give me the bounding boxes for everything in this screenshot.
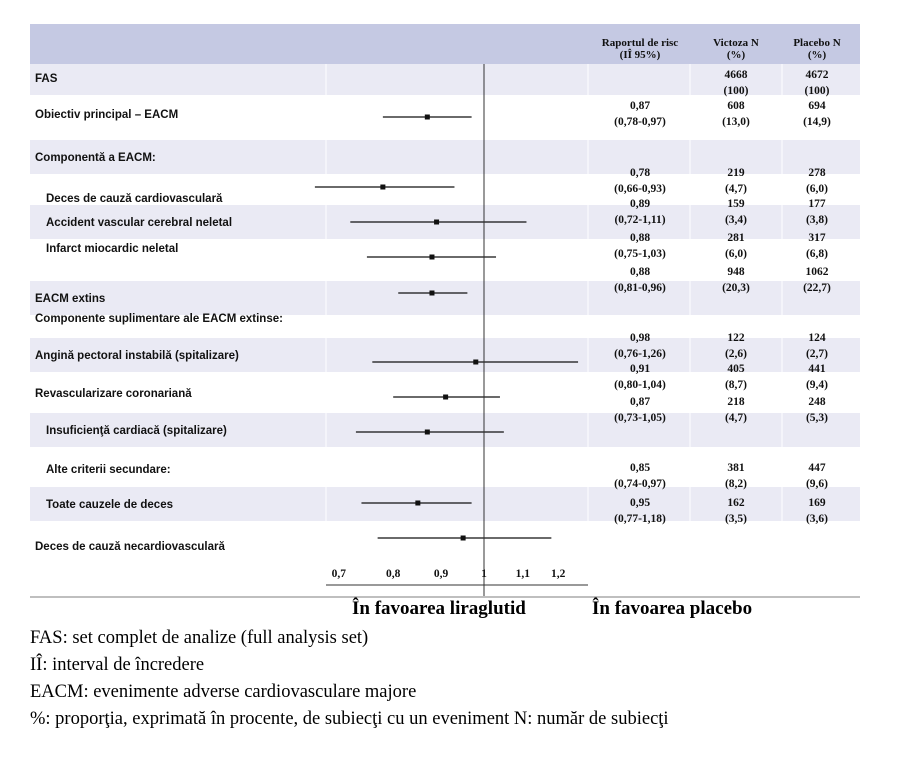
row-label: Deces de cauză necardiovasculară	[35, 541, 225, 553]
placebo-value: 4672	[805, 69, 829, 81]
point-estimate	[473, 360, 478, 365]
victoza-value: 608	[727, 100, 745, 112]
hazard-ratio-value: 0,95	[629, 497, 651, 509]
placebo-value: (6,0)	[805, 183, 829, 195]
placebo-value: (9,6)	[805, 478, 829, 490]
placebo-value: (5,3)	[805, 412, 829, 424]
victoza-value: (4,7)	[724, 183, 748, 195]
hazard-ratio-value: 0,88	[629, 266, 651, 278]
hazard-ratio-value: (0,74-0,97)	[614, 478, 666, 490]
footnote-percent: %: proporţia, exprimată în procente, de subiecţi cu un eveniment N: număr de subiecţi	[30, 709, 669, 729]
table-header	[30, 24, 860, 64]
footnote-eacm: EACM: evenimente adverse cardiovasculare majore	[30, 682, 417, 702]
victoza-value: 4668	[724, 69, 748, 81]
axis-label-left: În favoarea liraglutid	[352, 598, 526, 619]
placebo-value: 441	[808, 363, 826, 375]
hazard-ratio-value: 0,98	[629, 332, 651, 344]
placebo-value: (2,7)	[805, 348, 829, 360]
placebo-value: (9,4)	[805, 379, 829, 391]
hazard-ratio-value: (0,76-1,26)	[614, 348, 666, 360]
placebo-value: 317	[808, 232, 826, 244]
hazard-ratio-value: 0,89	[629, 198, 651, 210]
point-estimate	[425, 115, 430, 120]
victoza-value: 405	[727, 363, 745, 375]
row-label: Componentă a EACM:	[35, 152, 156, 164]
header-victoza: (%)	[726, 49, 746, 61]
row-label: Alte criterii secundare:	[46, 464, 171, 476]
point-estimate	[415, 501, 420, 506]
hazard-ratio-value: (0,78-0,97)	[614, 116, 666, 128]
hazard-ratio-value: (0,66-0,93)	[614, 183, 666, 195]
point-estimate	[443, 395, 448, 400]
hazard-ratio-value: 0,91	[629, 363, 651, 375]
footnote-ci: IÎ: interval de încredere	[30, 655, 205, 675]
placebo-value: (22,7)	[803, 282, 831, 294]
hazard-ratio-value: (0,73-1,05)	[614, 412, 666, 424]
placebo-value: 694	[808, 100, 826, 112]
hazard-ratio-value: (0,75-1,03)	[614, 248, 666, 260]
victoza-value: 159	[727, 198, 745, 210]
placebo-value: 124	[808, 332, 826, 344]
row-label: Toate cauzele de deces	[46, 499, 173, 511]
point-estimate	[380, 185, 385, 190]
victoza-value: (4,7)	[724, 412, 748, 424]
hazard-ratio-value: 0,85	[629, 462, 651, 474]
row-label: Angină pectoral instabilă (spitalizare)	[35, 350, 239, 362]
victoza-value: 122	[727, 332, 745, 344]
victoza-value: 218	[727, 396, 745, 408]
hazard-ratio-value: (0,81-0,96)	[614, 282, 666, 294]
row-label: Deces de cauză cardiovasculară	[46, 193, 223, 205]
hazard-ratio-value: 0,87	[629, 100, 651, 112]
placebo-value: 278	[808, 167, 826, 179]
victoza-value: 219	[727, 167, 745, 179]
header-placebo: Placebo N	[793, 37, 841, 49]
victoza-value: (100)	[723, 85, 749, 97]
row-label: Insuficienţă cardiacă (spitalizare)	[46, 425, 227, 437]
x-tick-label: 1	[481, 568, 487, 580]
victoza-value: (8,2)	[724, 478, 748, 490]
point-estimate	[461, 536, 466, 541]
placebo-value: (14,9)	[803, 116, 831, 128]
row-label: FAS	[35, 73, 58, 85]
footnote-fas: FAS: set complet de analize (full analysis set)	[30, 628, 369, 648]
row-label: EACM extins	[35, 293, 106, 305]
placebo-value: (3,6)	[805, 513, 829, 525]
victoza-value: (2,6)	[724, 348, 748, 360]
placebo-value: 1062	[805, 266, 829, 278]
victoza-value: 948	[727, 266, 745, 278]
placebo-value: (6,8)	[805, 248, 829, 260]
hazard-ratio-value: 0,78	[629, 167, 651, 179]
x-tick-label: 1,2	[551, 568, 566, 580]
victoza-value: (6,0)	[724, 248, 748, 260]
victoza-value: 381	[727, 462, 745, 474]
point-estimate	[429, 255, 434, 260]
row-label: Obiectiv principal – EACM	[35, 109, 179, 121]
x-tick-label: 0,7	[331, 568, 347, 580]
placebo-value: 447	[808, 462, 826, 474]
header-victoza: Victoza N	[713, 37, 759, 49]
victoza-value: 162	[727, 497, 745, 509]
x-tick-label: 0,8	[385, 568, 401, 580]
hazard-ratio-value: 0,88	[629, 232, 651, 244]
hazard-ratio-value: (0,72-1,11)	[614, 214, 666, 226]
placebo-value: 177	[808, 198, 826, 210]
victoza-value: 281	[727, 232, 745, 244]
hazard-ratio-value: 0,87	[629, 396, 651, 408]
victoza-value: (3,5)	[724, 513, 748, 525]
x-tick-label: 1,1	[515, 568, 530, 580]
header-placebo: (%)	[807, 49, 827, 61]
row-label: Infarct miocardic neletal	[46, 243, 179, 255]
placebo-value: 169	[808, 497, 826, 509]
placebo-value: 248	[808, 396, 826, 408]
victoza-value: (8,7)	[724, 379, 748, 391]
x-axis	[30, 568, 860, 597]
row-label: Componente suplimentare ale EACM extinse:	[35, 313, 283, 325]
point-estimate	[434, 220, 439, 225]
row-label: Revascularizare coronariană	[35, 388, 192, 400]
header-hazard-ratio: Raportul de risc	[601, 37, 679, 49]
victoza-value: (13,0)	[722, 116, 750, 128]
row-label: Accident vascular cerebral neletal	[46, 217, 233, 229]
victoza-value: (3,4)	[724, 214, 748, 226]
point-estimate	[425, 430, 430, 435]
hazard-ratio-value: (0,80-1,04)	[614, 379, 666, 391]
victoza-value: (20,3)	[722, 282, 750, 294]
placebo-value: (100)	[804, 85, 830, 97]
header-hazard-ratio: (IÎ 95%)	[619, 49, 661, 61]
placebo-value: (3,8)	[805, 214, 829, 226]
hazard-ratio-value: (0,77-1,18)	[614, 513, 666, 525]
axis-label-right: În favoarea placebo	[592, 598, 753, 619]
x-tick-label: 0,9	[433, 568, 449, 580]
point-estimate	[429, 291, 434, 296]
